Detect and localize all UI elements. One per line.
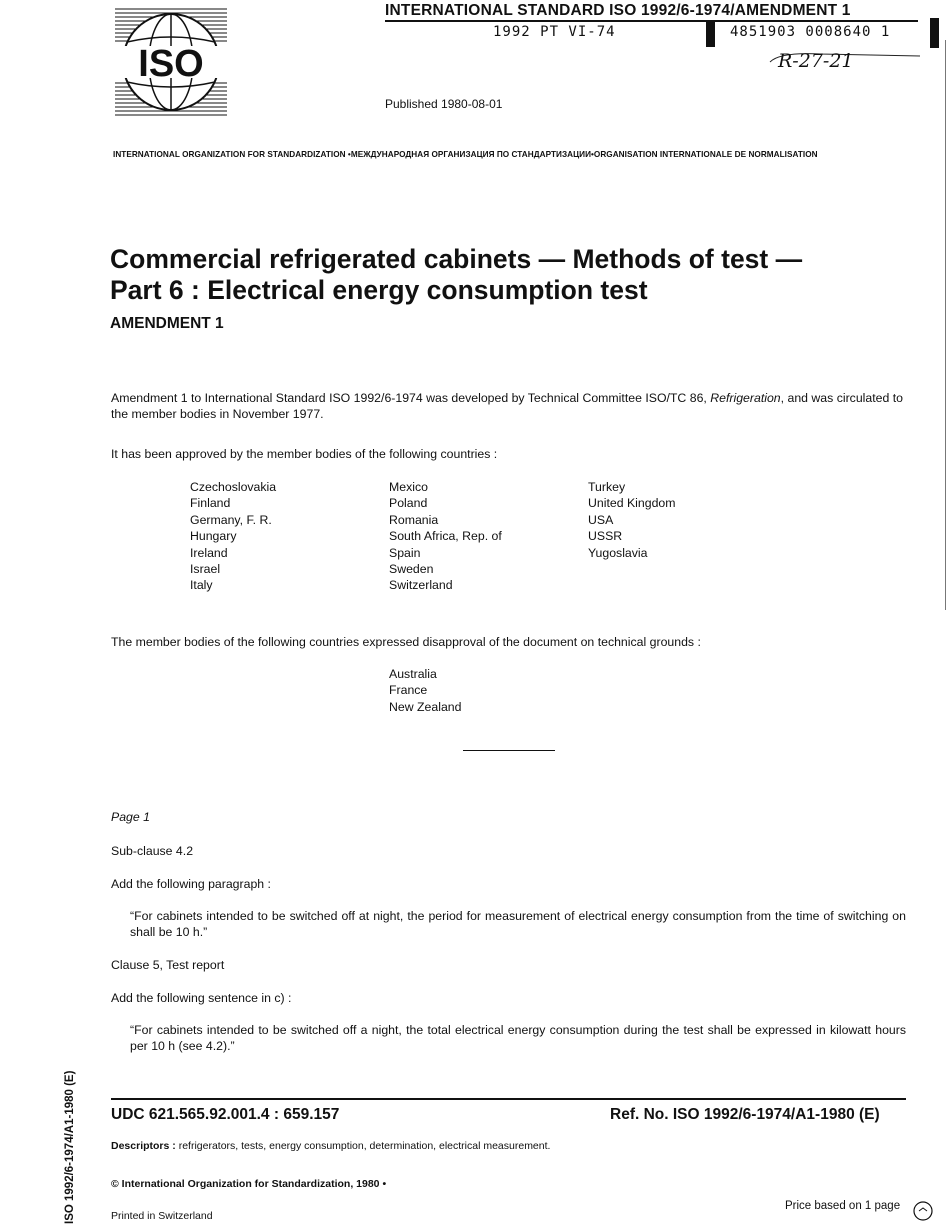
country: South Africa, Rep. of	[389, 529, 502, 544]
country: Ireland	[190, 545, 228, 560]
country: France	[389, 683, 428, 698]
scan-bar-edge	[930, 18, 939, 48]
country: USSR	[588, 529, 623, 544]
scan-code-left: 1992 PT VI-74	[493, 24, 616, 40]
descriptors	[111, 1140, 550, 1152]
country: Sweden	[389, 562, 434, 577]
price-note: Price based on 1 page	[785, 1200, 901, 1212]
descriptors-label: Descriptors :	[111, 1140, 176, 1152]
iso-logo	[115, 6, 227, 118]
handwritten-note: R-27-21	[778, 50, 854, 72]
intro-text-end: , and was circulated to the member bodies in November 1977.	[111, 391, 904, 421]
add-paragraph-instruction: Add the following paragraph :	[111, 877, 271, 891]
country: United Kingdom	[588, 496, 676, 511]
descriptors-list: refrigerators, tests, energy consumption, determination, electrical measurement.	[175, 1140, 551, 1152]
section-separator	[463, 750, 555, 751]
organization-line: INTERNATIONAL ORGANIZATION FOR STANDARDIZATION •МЕЖДУНАРОДНАЯ ОРГАНИЗАЦИЯ ПО СТАНДАРТИЗАЦИИ•ORGANISATION INTERNATIONALE DE NORMALISATION	[113, 150, 818, 159]
title-line-2: Part 6 : Electrical energy consumption test	[110, 275, 648, 305]
country: Yugoslavia	[588, 545, 648, 560]
country: Switzerland	[389, 578, 453, 593]
country: New Zealand	[389, 699, 462, 714]
svg-text:ISO: ISO	[138, 43, 204, 85]
page-label: Page 1	[111, 810, 150, 824]
price-group-icon	[911, 1197, 935, 1221]
clause-5-heading: Clause 5, Test report	[111, 958, 225, 972]
country: Romania	[389, 512, 439, 527]
quoted-paragraph-1: “For cabinets intended to be switched off at night, the period for measurement of electrical energy consumption from the time of switching on shall be 10 h.”	[130, 909, 906, 939]
country: Australia	[389, 667, 437, 681]
copyright-notice: © International Organization for Standardization, 1980 •	[111, 1178, 387, 1190]
scan-bar	[706, 20, 715, 47]
country: Mexico	[389, 480, 428, 494]
country: Spain	[389, 545, 421, 560]
quoted-paragraph-2: “For cabinets intended to be switched off a night, the total electrical energy consumption during the test shall be expressed in kilowatt hours per 10 h (see 4.2).”	[130, 1023, 906, 1053]
approved-countries-col-3	[588, 479, 676, 561]
disapproval-statement: The member bodies of the following countries expressed disapproval of the document on technical grounds :	[111, 635, 701, 649]
country: Israel	[190, 562, 221, 577]
country: Poland	[389, 496, 428, 511]
country: USA	[588, 512, 614, 527]
udc-code: UDC 621.565.92.001.4 : 659.157	[111, 1106, 340, 1123]
published-date: Published 1980-08-01	[385, 97, 503, 111]
reference-number: Ref. No. ISO 1992/6-1974/A1-1980 (E)	[610, 1106, 880, 1123]
approved-countries-col-2	[389, 479, 502, 594]
add-sentence-instruction: Add the following sentence in c) :	[111, 991, 292, 1005]
country: Turkey	[588, 480, 626, 494]
intro-text-start: Amendment 1 to International Standard ISO 1992/6-1974 was developed by Technical Committee ISO/TC 86,	[111, 391, 711, 405]
scan-edge-line	[945, 40, 946, 610]
document-title	[110, 244, 930, 306]
subclause-heading: Sub-clause 4.2	[111, 844, 194, 858]
country: Czechoslovakia	[190, 480, 277, 494]
scan-code-right: 4851903 0008640 1	[730, 24, 891, 40]
side-reference: ISO 1992/6-1974/A1-1980 (E)	[64, 1070, 76, 1224]
printed-location: Printed in Switzerland	[111, 1210, 213, 1222]
country: Hungary	[190, 529, 237, 544]
intro-paragraph	[111, 390, 911, 422]
approval-statement: It has been approved by the member bodies of the following countries :	[111, 447, 498, 461]
intro-committee-name: Refrigeration	[710, 391, 781, 405]
country: Germany, F. R.	[190, 512, 272, 527]
footer-rule	[111, 1098, 906, 1100]
header-rule	[385, 20, 918, 22]
approved-countries-col-1	[190, 479, 276, 594]
title-line-1: Commercial refrigerated cabinets — Methods of test —	[110, 244, 803, 274]
standard-title: INTERNATIONAL STANDARD ISO 1992/6-1974/AMENDMENT 1	[385, 2, 851, 19]
country: Finland	[190, 496, 231, 511]
country: Italy	[190, 578, 213, 593]
disapproval-countries	[389, 666, 461, 715]
amendment-label: AMENDMENT 1	[110, 315, 224, 332]
